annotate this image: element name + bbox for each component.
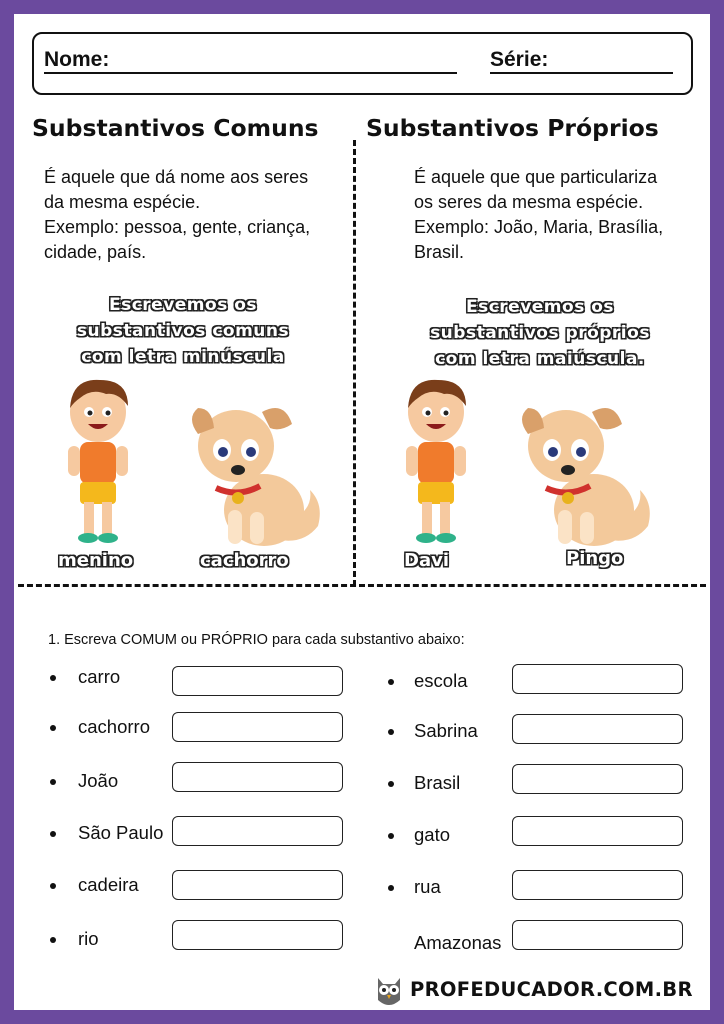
horizontal-divider [18, 584, 706, 587]
right-desc-line: Exemplo: João, Maria, Brasília, [414, 217, 664, 237]
boy-illustration [396, 372, 476, 548]
right-description [414, 165, 663, 265]
word: São Paulo [78, 822, 164, 843]
answer-input[interactable] [172, 920, 343, 950]
left-desc-line: É aquele que dá nome aos seres [44, 167, 309, 187]
bullet [50, 831, 56, 837]
boy-illustration [58, 372, 138, 548]
dog-illustration [184, 394, 326, 550]
grade-label: Série: [490, 48, 549, 71]
answer-input[interactable] [172, 816, 343, 846]
bullet [388, 679, 394, 685]
word: Sabrina [414, 720, 478, 741]
bullet [50, 937, 56, 943]
exercise-row [388, 720, 688, 752]
worksheet-page [14, 14, 710, 1010]
exercise-row [50, 770, 360, 802]
answer-input[interactable] [172, 666, 343, 696]
bullet [388, 781, 394, 787]
exercise-row [388, 876, 688, 908]
bullet [388, 729, 394, 735]
name-line[interactable] [44, 72, 457, 74]
rule-line: substantivos comuns [76, 321, 290, 341]
answer-input[interactable] [172, 870, 343, 900]
right-desc-line: Brasil. [414, 242, 465, 262]
exercise-row [50, 928, 360, 960]
right-rule-text [390, 294, 690, 372]
grade-line[interactable] [490, 72, 673, 74]
word: rua [414, 876, 441, 897]
exercise-row [388, 824, 688, 856]
word: cachorro [78, 716, 150, 737]
exercise-row [50, 822, 360, 854]
label-menino: menino [58, 550, 134, 571]
exercise-row [388, 670, 688, 702]
answer-input[interactable] [172, 762, 343, 792]
right-desc-line: os seres da mesma espécie. [414, 192, 644, 212]
word: carro [78, 666, 121, 687]
word: rio [78, 928, 99, 949]
bullet [50, 779, 56, 785]
answer-input[interactable] [512, 920, 683, 950]
dog-illustration [514, 394, 656, 550]
answer-input[interactable] [512, 664, 683, 694]
word: João [78, 770, 119, 791]
exercise-row [50, 666, 360, 698]
owl-icon [374, 972, 404, 1010]
rule-line: Escrevemos os [108, 295, 258, 315]
exercise-row [50, 716, 360, 748]
left-desc-line: da mesma espécie. [44, 192, 201, 212]
answer-input[interactable] [512, 816, 683, 846]
answer-input[interactable] [172, 712, 343, 742]
bullet [50, 725, 56, 731]
word: Amazonas [414, 932, 502, 953]
rule-line: com letra minúscula [81, 347, 285, 367]
exercise-instruction: 1. Escreva COMUM ou PRÓPRIO para cada substantivo abaixo: [48, 632, 465, 648]
left-column-title: Substantivos Comuns [32, 114, 319, 142]
word: gato [414, 824, 451, 845]
label-pingo: Pingo [566, 548, 624, 569]
answer-input[interactable] [512, 764, 683, 794]
label-cachorro: cachorro [200, 550, 289, 571]
right-desc-line: É aquele que que particulariza [414, 167, 658, 187]
vertical-divider [353, 140, 356, 586]
exercise-row [50, 874, 360, 906]
left-description [44, 165, 310, 265]
header-box [32, 32, 693, 95]
site-name[interactable]: PROFEDUCADOR.COM.BR [410, 978, 693, 1001]
word: Brasil [414, 772, 461, 793]
bullet [50, 883, 56, 889]
bullet [50, 675, 56, 681]
rule-line: Escrevemos os [465, 297, 615, 317]
answer-input[interactable] [512, 714, 683, 744]
word: cadeira [78, 874, 139, 895]
left-rule-text [38, 292, 328, 370]
left-desc-line: Exemplo: pessoa, gente, criança, [44, 217, 311, 237]
left-desc-line: cidade, país. [44, 242, 147, 262]
word: escola [414, 670, 468, 691]
name-label: Nome: [44, 48, 110, 71]
exercise-row [388, 932, 688, 964]
right-column-title: Substantivos Próprios [366, 114, 659, 142]
rule-line: substantivos próprios [430, 323, 650, 343]
label-davi: Davi [404, 550, 449, 571]
answer-input[interactable] [512, 870, 683, 900]
bullet [388, 885, 394, 891]
exercise-row [388, 772, 688, 804]
rule-line: com letra maiúscula. [435, 349, 645, 369]
bullet [388, 833, 394, 839]
